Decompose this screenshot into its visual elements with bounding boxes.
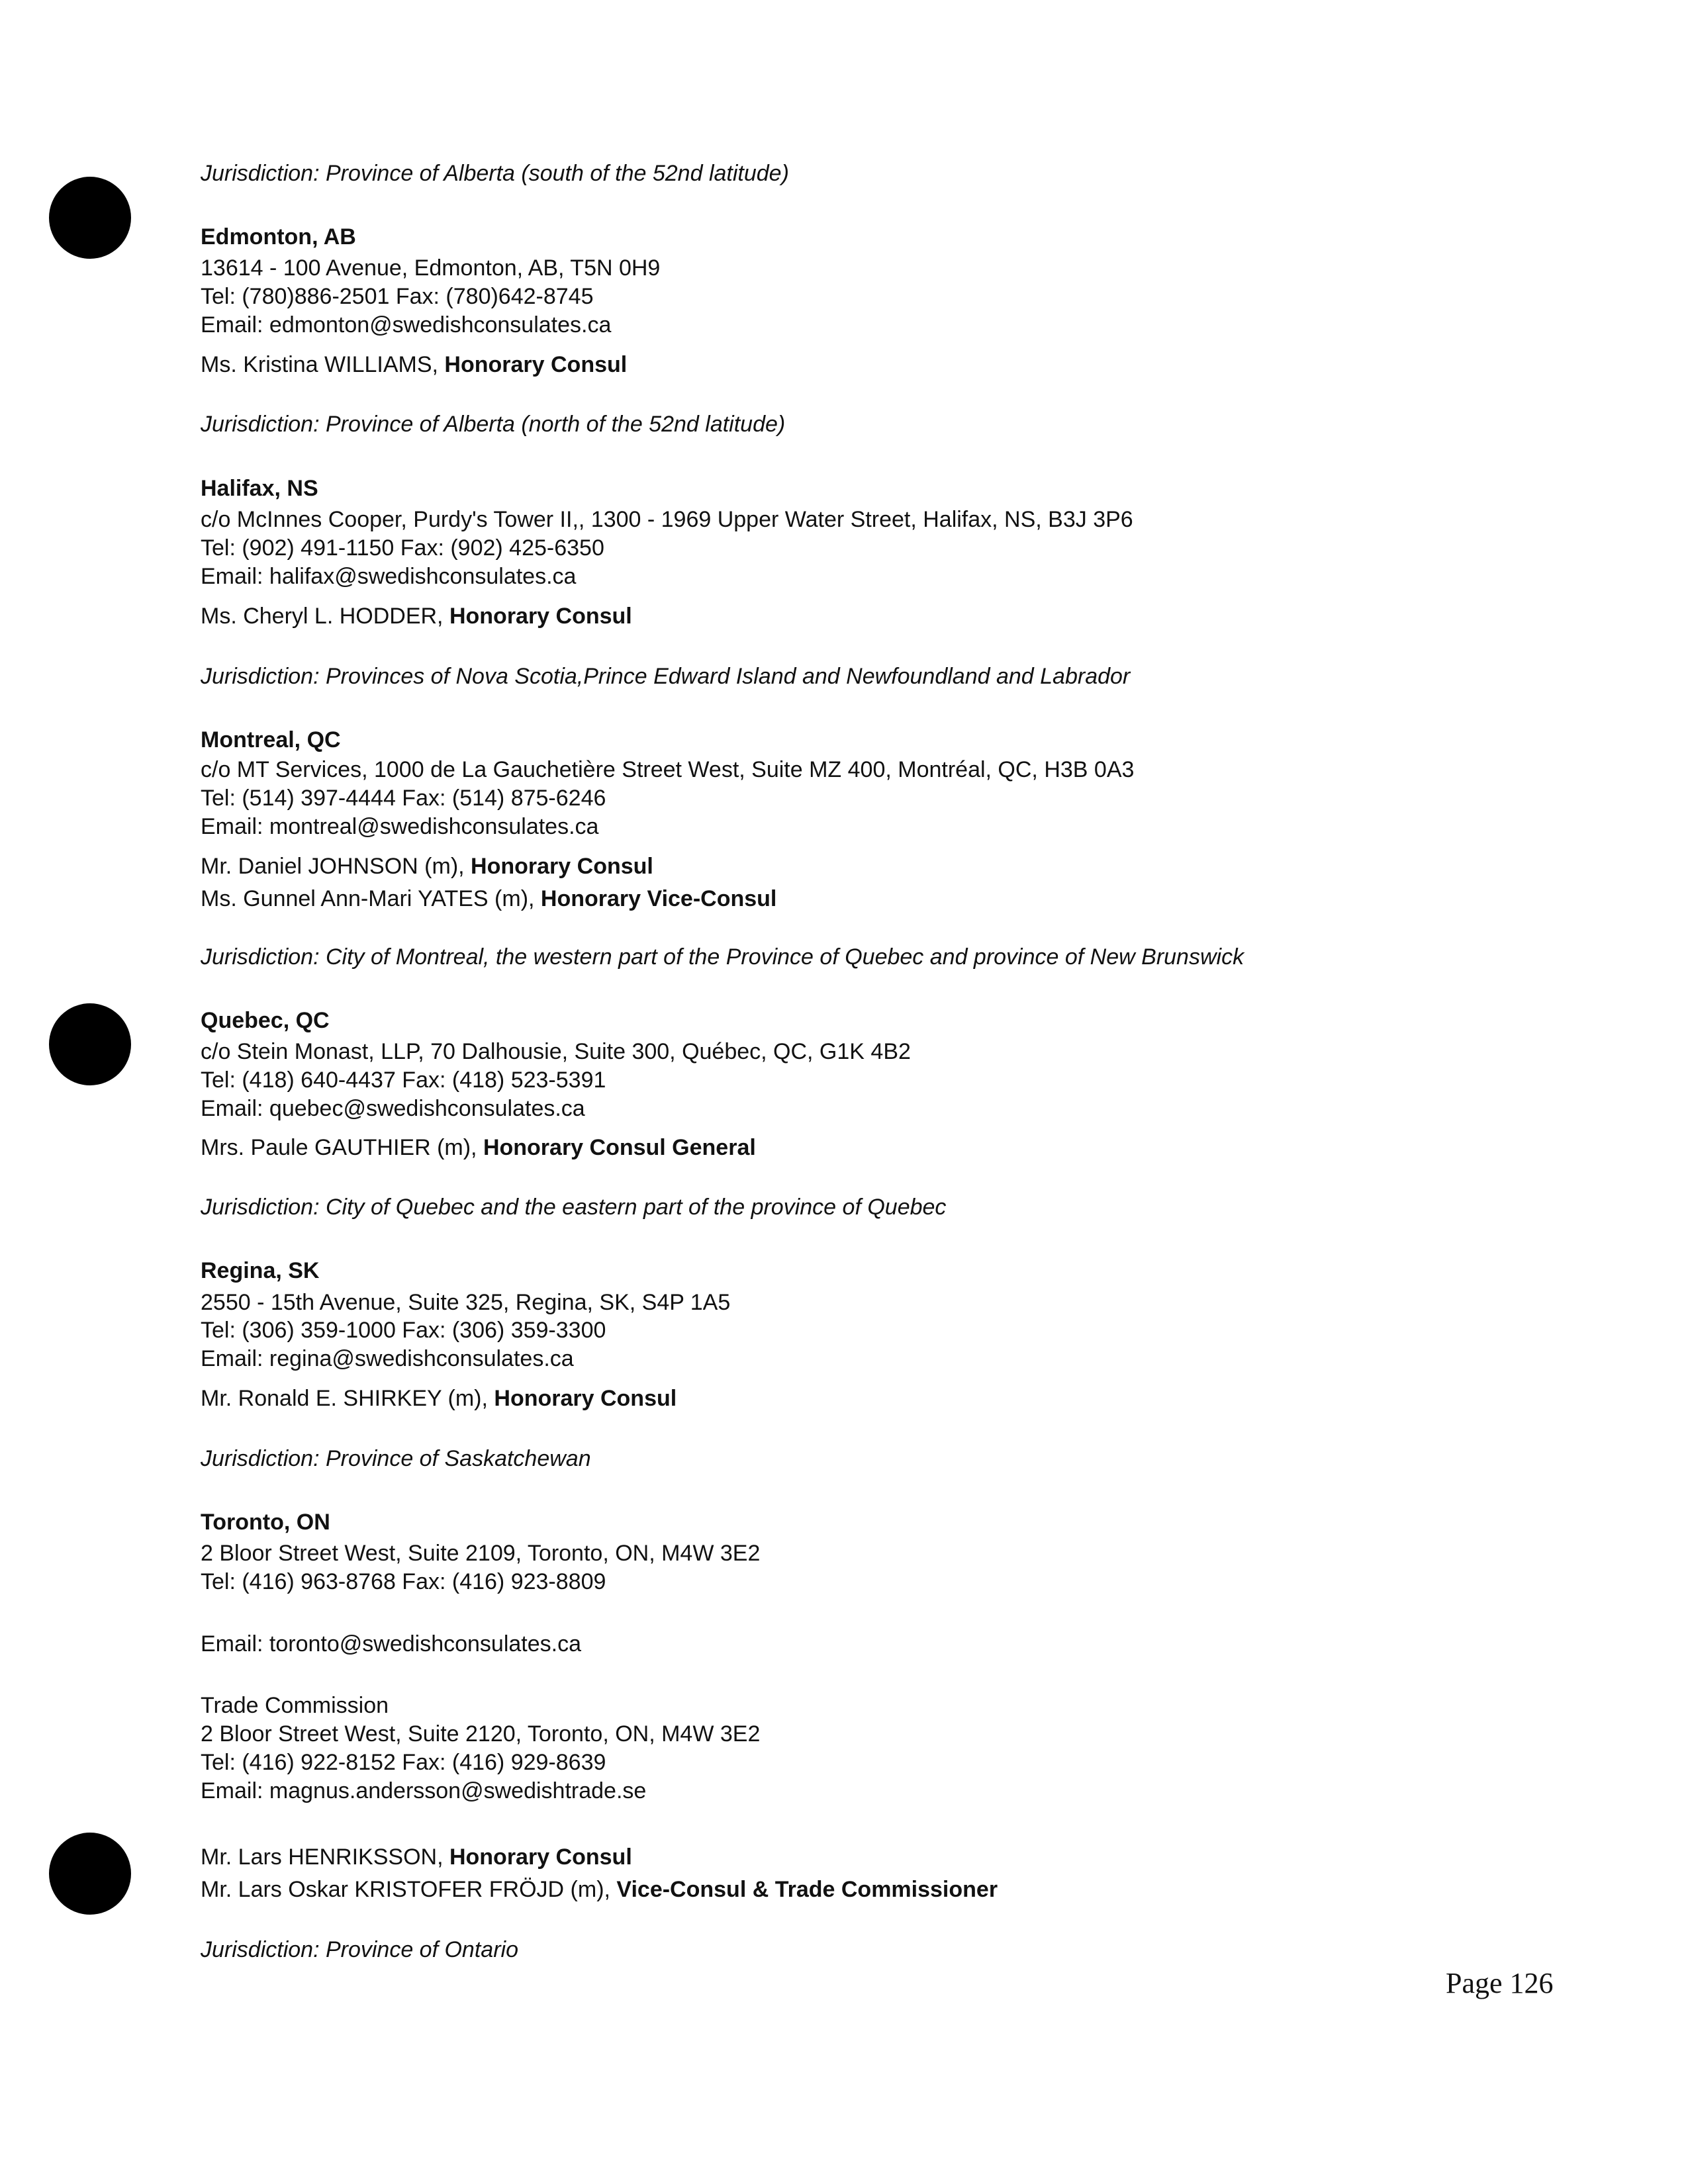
city-heading-toronto: Toronto, ON xyxy=(201,1510,330,1535)
consul-montreal xyxy=(201,853,653,880)
person-title: Honorary Consul xyxy=(449,1844,632,1870)
email-halifax: Email: halifax@swedishconsulates.ca xyxy=(201,564,577,589)
person-title: Honorary Consul xyxy=(494,1386,677,1411)
email-toronto: Email: toronto@swedishconsulates.ca xyxy=(201,1631,582,1657)
jurisdiction-edmonton: Jurisdiction: Province of Alberta (north of the 52nd latitude) xyxy=(201,412,786,437)
consul-halifax xyxy=(201,603,632,629)
jurisdiction-quebec: Jurisdiction: City of Quebec and the eastern part of the province of Quebec xyxy=(201,1195,947,1220)
phone-fax-trade-commission: Tel: (416) 922-8152 Fax: (416) 929-8639 xyxy=(201,1750,606,1775)
consul-quebec xyxy=(201,1134,756,1161)
vice-consul-montreal xyxy=(201,886,776,912)
consul-toronto xyxy=(201,1844,632,1870)
jurisdiction-toronto: Jurisdiction: Province of Ontario xyxy=(201,1937,518,1962)
email-quebec: Email: quebec@swedishconsulates.ca xyxy=(201,1096,585,1121)
person-name: Mr. Lars Oskar KRISTOFER FRÖJD (m), xyxy=(201,1877,617,1902)
phone-fax-regina: Tel: (306) 359-1000 Fax: (306) 359-3300 xyxy=(201,1318,606,1343)
email-montreal: Email: montreal@swedishconsulates.ca xyxy=(201,814,599,839)
address-regina: 2550 - 15th Avenue, Suite 325, Regina, SK, S4P 1A5 xyxy=(201,1290,731,1315)
person-name: Mr. Lars HENRIKSSON, xyxy=(201,1844,449,1870)
email-trade-commission: Email: magnus.andersson@swedishtrade.se xyxy=(201,1778,647,1803)
person-name: Ms. Gunnel Ann-Mari YATES (m), xyxy=(201,886,541,911)
trade-commission-heading: Trade Commission xyxy=(201,1693,389,1718)
person-title: Honorary Consul xyxy=(444,352,628,377)
city-heading-montreal: Montreal, QC xyxy=(201,727,341,752)
address-toronto: 2 Bloor Street West, Suite 2109, Toronto, ON, M4W 3E2 xyxy=(201,1541,761,1566)
address-montreal: c/o MT Services, 1000 de La Gauchetière Street West, Suite MZ 400, Montréal, QC, H3B 0A3 xyxy=(201,757,1135,782)
person-name: Ms. Kristina WILLIAMS, xyxy=(201,352,445,377)
consul-regina xyxy=(201,1385,677,1412)
person-title: Honorary Vice-Consul xyxy=(540,886,777,911)
person-title: Honorary Consul General xyxy=(483,1135,756,1160)
city-heading-regina: Regina, SK xyxy=(201,1258,320,1283)
email-regina: Email: regina@swedishconsulates.ca xyxy=(201,1346,574,1371)
person-name: Mr. Daniel JOHNSON (m), xyxy=(201,854,471,879)
person-title: Vice-Consul & Trade Commissioner xyxy=(616,1877,998,1902)
city-heading-edmonton: Edmonton, AB xyxy=(201,224,356,250)
person-title: Honorary Consul xyxy=(449,604,632,629)
person-name: Mrs. Paule GAUTHIER (m), xyxy=(201,1135,483,1160)
jurisdiction-halifax: Jurisdiction: Provinces of Nova Scotia,Prince Edward Island and Newfoundland and Labrador xyxy=(201,664,1131,689)
person-name: Mr. Ronald E. SHIRKEY (m), xyxy=(201,1386,494,1411)
address-edmonton: 13614 - 100 Avenue, Edmonton, AB, T5N 0H9 xyxy=(201,255,661,281)
consul-edmonton xyxy=(201,351,627,378)
vice-consul-toronto xyxy=(201,1876,998,1903)
person-title: Honorary Consul xyxy=(471,854,653,879)
phone-fax-quebec: Tel: (418) 640-4437 Fax: (418) 523-5391 xyxy=(201,1068,606,1093)
phone-fax-edmonton: Tel: (780)886-2501 Fax: (780)642-8745 xyxy=(201,284,594,309)
page-number: Page 126 xyxy=(1446,1967,1554,1999)
email-edmonton: Email: edmonton@swedishconsulates.ca xyxy=(201,312,612,338)
punch-hole-middle xyxy=(49,1003,131,1085)
phone-fax-montreal: Tel: (514) 397-4444 Fax: (514) 875-6246 xyxy=(201,786,606,811)
punch-hole-top xyxy=(49,177,131,259)
punch-hole-bottom xyxy=(49,1833,131,1915)
address-halifax: c/o McInnes Cooper, Purdy's Tower II,, 1300 - 1969 Upper Water Street, Halifax, NS, B3J 3P6 xyxy=(201,507,1133,532)
city-heading-quebec: Quebec, QC xyxy=(201,1008,330,1033)
phone-fax-halifax: Tel: (902) 491-1150 Fax: (902) 425-6350 xyxy=(201,535,604,561)
address-quebec: c/o Stein Monast, LLP, 70 Dalhousie, Suite 300, Québec, QC, G1K 4B2 xyxy=(201,1039,911,1064)
jurisdiction-regina: Jurisdiction: Province of Saskatchewan xyxy=(201,1446,591,1471)
city-heading-halifax: Halifax, NS xyxy=(201,476,318,501)
person-name: Ms. Cheryl L. HODDER, xyxy=(201,604,449,629)
phone-fax-toronto: Tel: (416) 963-8768 Fax: (416) 923-8809 xyxy=(201,1569,606,1594)
address-trade-commission: 2 Bloor Street West, Suite 2120, Toronto, ON, M4W 3E2 xyxy=(201,1721,761,1747)
jurisdiction-montreal: Jurisdiction: City of Montreal, the western part of the Province of Quebec and province of New Brunswick xyxy=(201,944,1244,970)
jurisdiction-alberta-south: Jurisdiction: Province of Alberta (south of the 52nd latitude) xyxy=(201,161,789,186)
